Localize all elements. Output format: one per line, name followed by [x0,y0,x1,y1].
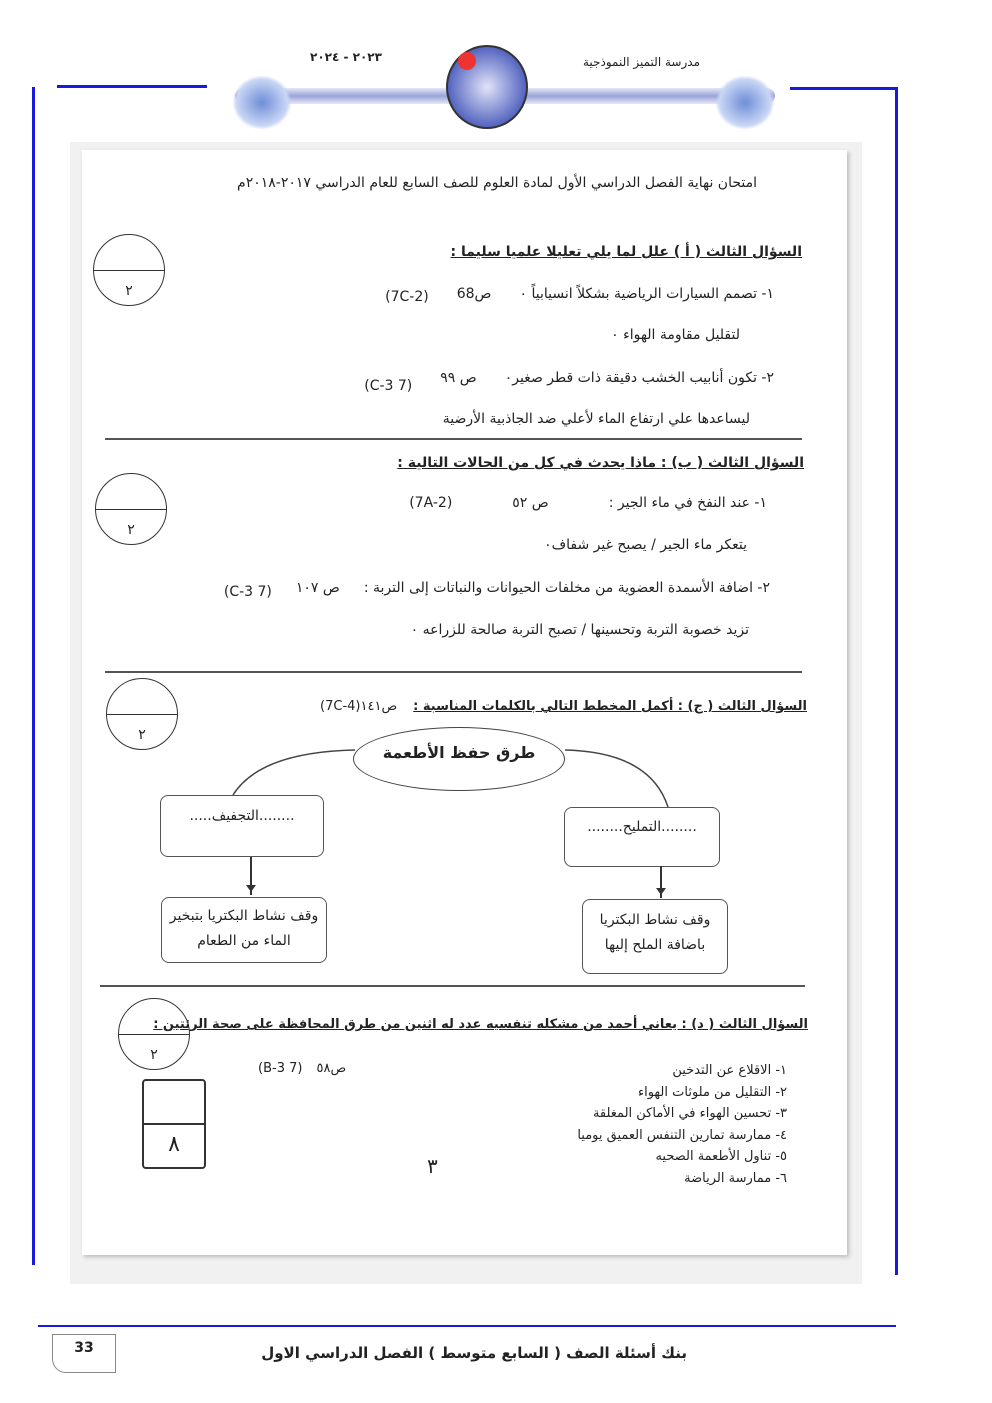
list-item: ٢- التقليل من ملوثات الهواء [637,1084,787,1100]
diagram-root-ellipse: طرق حفظ الأطعمة [353,727,565,791]
list-item: ٦- ممارسة الرياضة [684,1170,787,1186]
q-d-code: (7 B-3) [258,1061,303,1076]
q-a-1-answer: لتقليل مقاومة الهواء ٠ [611,327,740,343]
footer-title: بنك أسئلة الصف ( السابع متوسط ) الفصل الدراسي الاول [261,1344,687,1362]
q-a-title: السؤال الثالث ( أ ) علل لما يلي تعليلا علميا سليما : [450,244,802,260]
diagram-right-method: ........التمليح........ [564,807,720,867]
total-score: ٨ [168,1132,180,1157]
school-name: مدرسة التميز النموذجية [583,55,700,69]
q-d-ref: ص٥٨ [316,1061,347,1076]
diagram-left-method: ........التجفيف..... [160,795,324,857]
diagram-right-desc: وقف نشاط البكتريا باضافة الملح إليها [582,899,728,974]
q-a-2-page: ص ٩٩ [440,370,477,386]
q-b-2-page: ص ١٠٧ [295,580,340,596]
q-b-2-answer: تزيد خصوبة التربة وتحسينها / تصبح التربة صالحة للزراعه ٠ [410,622,749,638]
score-circle-d: ٢ [118,998,190,1070]
diagram-left-desc: وقف نشاط البكتريا بتبخير الماء من الطعام [161,897,327,963]
q-d-title: السؤال الثالث ( د) : يعاني أحمد من مشكله تنفسيه عدد له اثنين من طرق المحافظة على صحة الرئتين : [153,1017,808,1032]
score-circle-c: ٢ [106,678,178,750]
school-year: ٢٠٢٣ - ٢٠٢٤ [310,50,382,64]
q-b-2-code: (7 C-3) [223,584,272,600]
divider [100,985,805,987]
q-a-2-answer: ليساعدها علي ارتفاع الماء لأعلي ضد الجاذبية الأرضية [442,411,750,427]
q-d-list [577,1060,787,1189]
q-a-1: ١- تصمم السيارات الرياضية بشكلاً انسيابياً ٠ [519,286,774,302]
total-score-box [142,1079,206,1169]
arrow-down-icon [660,866,662,898]
q-b-title: السؤال الثالث ( ب) : ماذا يحدث في كل من الحالات التالية : [397,455,804,471]
q-b-1-code: (7A-2) [409,495,453,511]
q-b-1-answer: يتعكر ماء الجير / يصبح غير شفاف٠ [544,537,747,553]
q-a-1-code: (7C-2) [385,289,429,305]
q-c-title: السؤال الثالث ( ج) : أكمل المخطط التالي بالكلمات المناسبة : [413,699,807,714]
score-circle-a: ٢ [93,234,165,306]
q-b-2: ٢- اضافة الأسمدة العضوية من مخلفات الحيوانات والنباتات إلى التربة : [363,580,770,596]
list-item: ١- الاقلاع عن التدخين [672,1063,787,1078]
q-a-2-code: (7 C-3) [364,378,413,394]
page-number-box: 33 [52,1334,116,1373]
list-item: ٣- تحسين الهواء في الأماكن المغلقة [592,1106,787,1121]
q-b-1: ١- عند النفخ في ماء الجير : [608,495,767,511]
inner-page-number: ٣ [427,1154,438,1178]
score-circle-b: ٢ [95,473,167,545]
list-item: ٤- ممارسة تمارين التنفس العميق يوميا [577,1127,787,1143]
q-b-1-page: ص ٥٢ [512,495,549,511]
exam-title: امتحان نهاية الفصل الدراسي الأول لمادة العلوم للصف السابع للعام الدراسي ٢٠١٧-٢٠١٨م [237,175,757,191]
arrow-down-icon [250,857,252,895]
list-item: ٥- تناول الأطعمة الصحيه [655,1149,787,1164]
q-a-2: ٢- تكون أنابيب الخشب دقيقة ذات قطر صغير٠ [504,370,774,386]
footer-line [38,1325,896,1327]
q-d-ref-row [258,1061,346,1076]
q-a-1-page: ص68 [456,286,492,302]
q-c-ref: ص١٤١(7C-4) [320,699,398,714]
